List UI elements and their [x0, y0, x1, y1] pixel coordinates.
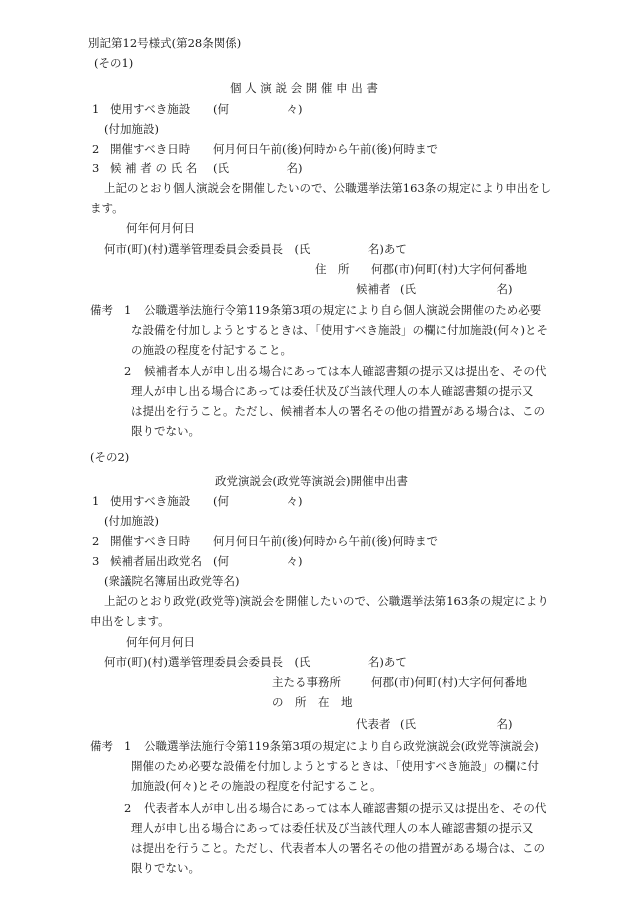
- part1-item2-label: 開催すべき日時: [110, 142, 191, 156]
- part2-item3-number: 3: [92, 554, 100, 568]
- part2-note1-line3: 加施設(何々)とその施設の程度を付記すること。: [131, 779, 382, 793]
- part2-body-line1: 上記のとおり政党(政党等)演説会を開催したいので、公職選挙法第163条の規定により: [104, 594, 549, 608]
- part2-note1-line2: 開催のため必要な設備を付加しようとするときは、「使用すべき施設」の欄に付: [131, 759, 540, 773]
- part1-notes-label: 備考: [90, 303, 113, 317]
- part2-note2-line2: 理人が申し出る場合にあっては委任状及び当該代理人の本人確認書類の提示又: [131, 821, 534, 835]
- part1-item1-sub: (付加施設): [104, 122, 159, 136]
- part2-item3-value: (何 々): [213, 554, 303, 568]
- part1-note2-line2: 理人が申し出る場合にあっては委任状及び当該代理人の本人確認書類の提示又: [131, 384, 534, 398]
- part2-label: (その2): [90, 450, 130, 464]
- part2-signer-value: (氏 名): [400, 717, 513, 731]
- part1-address-value: 何郡(市)何町(村)大字何何番地: [371, 262, 527, 276]
- part1-note1-line1: 公職選挙法施行令第119条第3項の規定により自ら個人演説会開催のため必要: [144, 303, 542, 317]
- part2-note2-line3: は提出を行うこと。ただし、代表者本人の署名その他の措置がある場合は、この: [131, 841, 545, 855]
- part1-note1-line2: な設備を付加しようとするときは、「使用すべき施設」の欄に付加施設(何々)とそ: [131, 323, 548, 337]
- part2-title: 政党演説会(政党等演説会)開催申出書: [215, 474, 408, 488]
- part2-notes-label: 備考: [90, 739, 113, 753]
- part1-item3-value: (氏 名): [213, 161, 303, 175]
- part2-item1-sub: (付加施設): [104, 514, 159, 528]
- part2-note2-line4: 限りでない。: [131, 861, 200, 875]
- part1-item1-label: 使用すべき施設: [110, 102, 191, 116]
- part2-item2-label: 開催すべき日時: [110, 534, 191, 548]
- part1-address-label: 住 所: [315, 262, 350, 276]
- part2-body-line2: 申出をします。: [90, 614, 170, 628]
- part2-addressee: 何市(町)(村)選挙管理委員会委員長 (氏 名)あて: [104, 655, 407, 669]
- part1-note2-line1: 候補者本人が申し出る場合にあっては本人確認書類の提示又は提出を、その代: [144, 364, 547, 378]
- part1-note2-number: 2: [124, 364, 132, 378]
- part1-body-line2: ます。: [90, 201, 124, 215]
- part2-item2-value: 何月何日午前(後)何時から午前(後)何時まで: [213, 534, 438, 548]
- form-reference: 別記第12号様式(第28条関係): [88, 36, 242, 50]
- part1-item1-value: (何 々): [213, 102, 303, 116]
- part2-item3-label: 候補者届出政党名: [110, 554, 202, 568]
- part1-label: (その1): [94, 56, 134, 70]
- part2-item3-sub: (衆議院名簿届出政党等名): [104, 574, 240, 588]
- part2-office-value: 何郡(市)何町(村)大字何何番地: [371, 675, 527, 689]
- part1-addressee: 何市(町)(村)選挙管理委員会委員長 (氏 名)あて: [104, 242, 407, 256]
- part2-office-label: 主たる事務所: [272, 675, 341, 689]
- part1-note1-line3: の施設の程度を付記すること。: [131, 343, 292, 357]
- part2-note1-number: 1: [124, 739, 132, 753]
- part2-item1-label: 使用すべき施設: [110, 494, 191, 508]
- part1-signer-label: 候補者: [356, 282, 391, 296]
- part2-signer-label: 代表者: [356, 717, 391, 731]
- part2-item2-number: 2: [92, 534, 100, 548]
- part1-item1-number: 1: [92, 102, 100, 116]
- part1-note2-line3: は提出を行うこと。ただし、候補者本人の署名その他の措置がある場合は、この: [131, 404, 545, 418]
- part1-item2-value: 何月何日午前(後)何時から午前(後)何時まで: [213, 142, 438, 156]
- part1-note2-line4: 限りでない。: [131, 424, 200, 438]
- part1-item2-number: 2: [92, 142, 100, 156]
- part1-title: 個 人 演 説 会 開 催 申 出 書: [230, 81, 378, 95]
- part2-note2-number: 2: [124, 801, 132, 815]
- part2-date: 何年何月何日: [126, 635, 195, 649]
- part2-note2-line1: 代表者本人が申し出る場合にあっては本人確認書類の提示又は提出を、その代: [144, 801, 547, 815]
- part2-item1-value: (何 々): [213, 494, 303, 508]
- part1-date: 何年何月何日: [126, 221, 195, 235]
- part1-item3-number: 3: [92, 161, 100, 175]
- part2-note1-line1: 公職選挙法施行令第119条第3項の規定により自ら政党演説会(政党等演説会): [144, 739, 539, 753]
- part1-item3-label: 候 補 者 の 氏 名: [110, 161, 198, 175]
- part2-office-label-line2: の 所 在 地: [272, 695, 353, 709]
- part1-signer-value: (氏 名): [400, 282, 513, 296]
- part1-note1-number: 1: [124, 303, 132, 317]
- part2-item1-number: 1: [92, 494, 100, 508]
- part1-body-line1: 上記のとおり個人演説会を開催したいので、公職選挙法第163条の規定により申出をし: [104, 181, 552, 195]
